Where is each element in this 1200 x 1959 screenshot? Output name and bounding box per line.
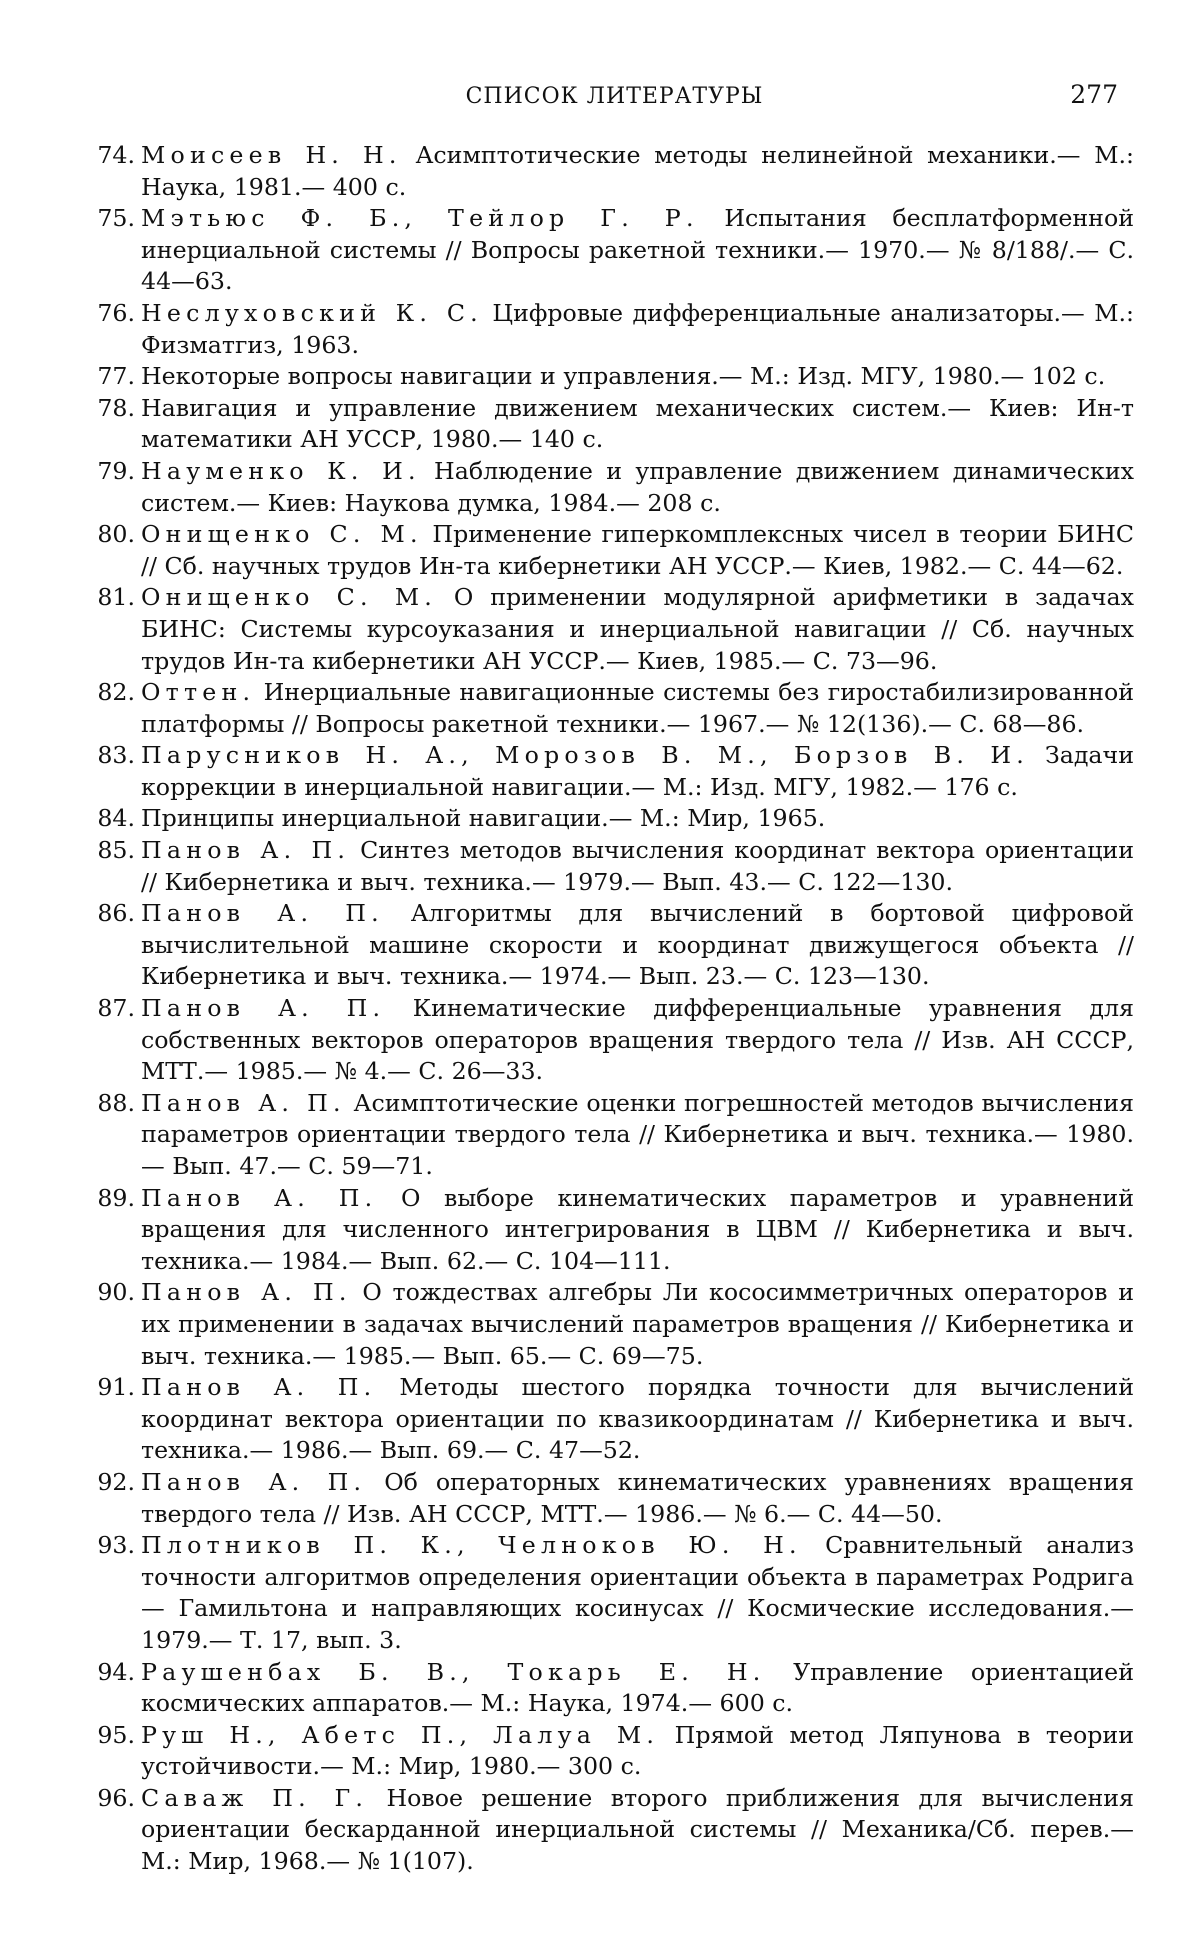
reference-authors: Руш Н., Абетс П., Лалуа М. [141, 1720, 660, 1749]
reference-entry [95, 803, 1134, 835]
reference-text: Прямой метод Ляпунова в теории устойчивости.— М.: Мир, 1980.— 300 с. [141, 1720, 1134, 1781]
reference-number: 84. [97, 804, 135, 833]
reference-authors: Панов А. П. [141, 1088, 346, 1117]
reference-authors: Раушенбах Б. В., Токарь Е. Н. [141, 1657, 766, 1686]
reference-text: Инерциальные навигационные системы без гиростабилизированной платформы // Вопросы ракетной техники.— 1967.— № 12(136).— С. 68—86. [141, 678, 1134, 738]
reference-entry [95, 1183, 1134, 1278]
reference-entry [95, 898, 1134, 993]
reference-authors: Панов А. П. [141, 1278, 352, 1307]
reference-text: Новое решение второго приближения для вычисления ориентации бескарданной инерциальной системы // Механика/Сб. перев.— М.: Мир, 1968.— № 1(107). [141, 1783, 1134, 1876]
reference-authors: Моисеев Н. Н. [141, 141, 402, 169]
reference-authors: Онищенко С. М. [141, 520, 423, 549]
reference-authors: Неслуховский К. С. [141, 298, 483, 327]
reference-entry [95, 519, 1134, 582]
reference-number: 94. [97, 1657, 135, 1686]
reference-number: 83. [97, 741, 135, 770]
reference-entry [95, 393, 1134, 456]
reference-text: Управление ориентацией космических аппаратов.— М.: Наука, 1974.— 600 с. [141, 1657, 1134, 1718]
reference-entry [95, 1657, 1134, 1720]
reference-text: О применении модулярной арифметики в задачах БИНС: Системы курсоуказания и инерциальной навигации // Сб. научных трудов Ин-та кибернетики АН УССР.— Киев, 1985.— С. 73—96. [141, 583, 1134, 675]
reference-text: Об операторных кинематических уравнениях вращения твердого тела // Изв. АН СССР, МТТ.— 1986.— № 6.— С. 44—50. [141, 1467, 1134, 1528]
reference-entry [95, 1467, 1134, 1530]
reference-text: Алгоритмы для вычислений в бортовой цифровой вычислительной машине скорости и координат движущегося объекта // Кибернетика и выч. техника.— 1974.— Вып. 23.— С. 123—130. [141, 899, 1134, 991]
reference-entry [95, 456, 1134, 519]
reference-number: 90. [97, 1278, 135, 1307]
reference-authors: Науменко К. И. [141, 456, 421, 485]
reference-number: 86. [97, 899, 135, 928]
reference-authors: Саваж П. Г. [141, 1783, 369, 1812]
reference-entry [95, 835, 1134, 898]
reference-text: Методы шестого порядка точности для вычислений координат вектора ориентации по квазикоординатам // Кибернетика и выч. техника.— 1986.— Вып. 69.— С. 47—52. [141, 1373, 1134, 1465]
reference-text: Принципы инерциальной навигации.— М.: Мир, 1965. [141, 804, 826, 833]
reference-authors: Панов А. П. [141, 1467, 367, 1496]
reference-list [95, 140, 1134, 1878]
reference-number: 95. [97, 1720, 135, 1749]
reference-number: 74. [97, 141, 135, 169]
reference-entry [95, 1372, 1134, 1467]
reference-number: 96. [97, 1783, 135, 1812]
reference-entry [95, 361, 1134, 393]
reference-number: 82. [97, 678, 135, 707]
reference-authors: Парусников Н. А., Морозов В. М., Борзов В. И. [141, 741, 1029, 770]
reference-entry [95, 298, 1134, 361]
reference-entry [95, 1277, 1134, 1372]
reference-number: 77. [97, 362, 135, 391]
reference-number: 88. [97, 1088, 135, 1117]
reference-number: 75. [97, 204, 135, 233]
reference-authors: Панов А. П. [141, 1183, 378, 1212]
reference-entry [95, 740, 1134, 803]
reference-number: 81. [97, 583, 135, 612]
reference-text: О выборе кинематических параметров и уравнений вращения для численного интегрирования в ЦВМ // Кибернетика и выч. техника.— 1984.— Вып. 62.— С. 104—111. [141, 1183, 1135, 1275]
reference-number: 79. [97, 456, 135, 485]
reference-authors: Панов А. П. [141, 899, 384, 928]
reference-authors: Плотников П. К., Челноков Ю. Н. [141, 1531, 802, 1560]
reference-number: 87. [97, 994, 135, 1023]
reference-text: Кинематические дифференциальные уравнения для собственных векторов операторов вращения твердого тела // Изв. АН СССР, МТТ.— 1985.— № 4.— С. 26—33. [141, 994, 1135, 1086]
reference-authors: Панов А. П. [141, 994, 386, 1023]
reference-number: 92. [97, 1467, 135, 1496]
reference-authors: Мэтьюс Ф. Б., Тейлор Г. Р. [141, 204, 699, 233]
running-title: СПИСОК ЛИТЕРАТУРЫ [465, 84, 764, 109]
reference-text: Сравнительный анализ точности алгоритмов определения ориентации объекта в параметрах Родрига — Гамильтона и направляющих косинусах // Космические исследования.— 1979.— Т. 17, вып. 3. [141, 1531, 1134, 1654]
reference-number: 93. [97, 1531, 135, 1560]
reference-number: 91. [97, 1373, 135, 1402]
reference-entry [95, 993, 1134, 1088]
reference-entry [95, 677, 1134, 740]
reference-text: Некоторые вопросы навигации и управления.— М.: Изд. МГУ, 1980.— 102 с. [141, 362, 1106, 391]
reference-text: Наблюдение и управление движением динамических систем.— Киев: Наукова думка, 1984.— 208 с. [141, 456, 1134, 517]
reference-entry [95, 1088, 1134, 1183]
reference-entry [95, 140, 1134, 203]
reference-number: 80. [97, 520, 135, 549]
reference-entry [95, 1783, 1134, 1878]
reference-number: 78. [97, 393, 135, 422]
reference-entry [95, 582, 1134, 677]
reference-number: 85. [97, 836, 135, 865]
reference-number: 76. [97, 298, 135, 327]
reference-entry [95, 203, 1134, 298]
reference-number: 89. [97, 1183, 135, 1212]
reference-authors: Онищенко С. М. [141, 583, 438, 612]
reference-entry [95, 1720, 1134, 1783]
reference-text: О тождествах алгебры Ли кососимметричных операторов и их применении в задачах вычислений параметров вращения // Кибернетика и выч. техника.— 1985.— Вып. 65.— С. 69—75. [141, 1278, 1134, 1370]
reference-text: Синтез методов вычисления координат вектора ориентации // Кибернетика и выч. техника.— 1979.— Вып. 43.— С. 122—130. [141, 836, 1134, 896]
reference-text: Применение гиперкомплексных чисел в теории БИНС // Сб. научных трудов Ин-та кибернетики АН УССР.— Киев, 1982.— С. 44—62. [141, 520, 1134, 580]
reference-authors: Панов А. П. [141, 836, 351, 865]
reference-text: Задачи коррекции в инерциальной навигации.— М.: Изд. МГУ, 1982.— 176 с. [141, 741, 1134, 801]
reference-text: Цифровые дифференциальные анализаторы.— М.: Физматгиз, 1963. [141, 298, 1134, 359]
reference-text: Испытания бесплатформенной инерциальной системы // Вопросы ракетной техники.— 1970.— № 8/188/.— С. 44—63. [141, 204, 1134, 296]
reference-authors: Панов А. П. [141, 1373, 377, 1402]
reference-authors: Оттен. [141, 678, 256, 707]
reference-text: Асимптотические оценки погрешностей методов вычисления параметров ориентации твердого тела // Кибернетика и выч. техника.— 1980.— Вып. 47.— С. 59—71. [141, 1088, 1134, 1180]
page-header [95, 80, 1134, 120]
reference-entry [95, 1530, 1134, 1656]
page-number: 277 [1070, 80, 1118, 109]
reference-text: Навигация и управление движением механических систем.— Киев: Ин-т математики АН УССР, 1980.— 140 с. [141, 393, 1134, 454]
reference-text: Асимптотические методы нелинейной механики.— М.: Наука, 1981.— 400 с. [141, 141, 1135, 201]
